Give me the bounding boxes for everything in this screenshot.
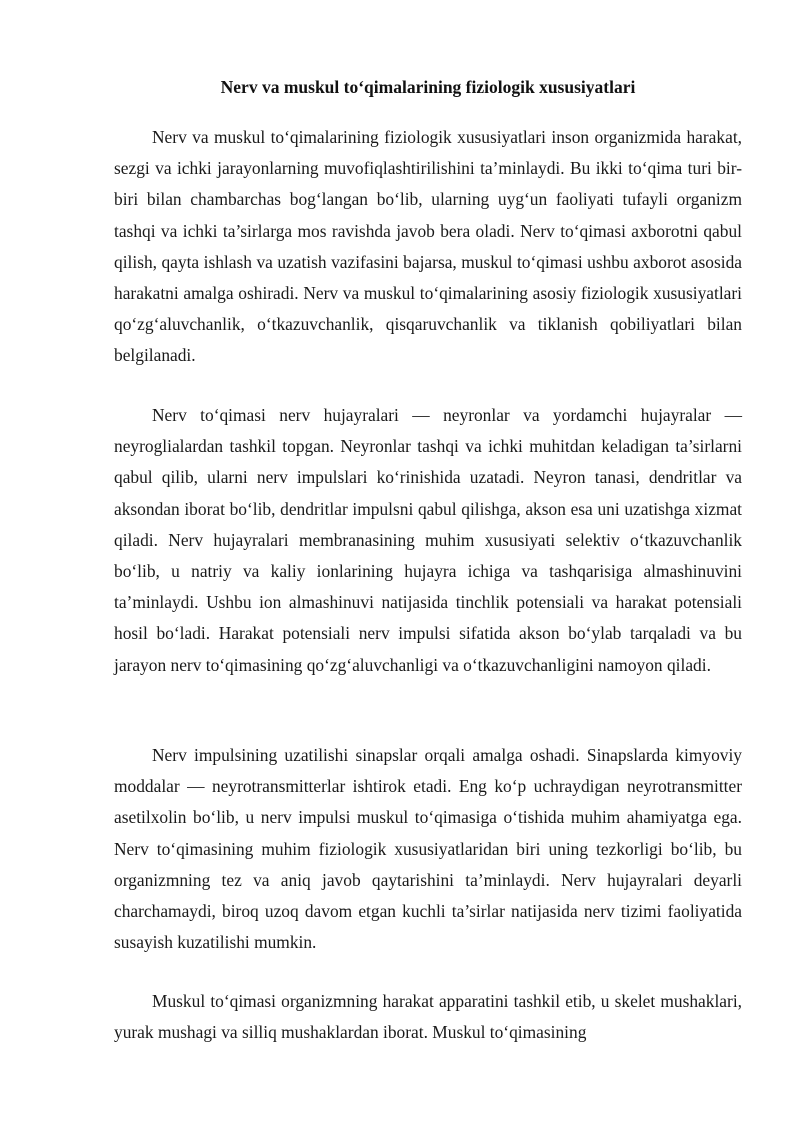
paragraph-4: Muskul to‘qimasi organizmning harakat apparatini tashkil etib, u skelet mushaklari, yurak mushagi va silliq mushaklardan iborat. Muskul to‘qimasining [114, 991, 742, 1043]
paragraph-2: Nerv to‘qimasi nerv hujayralari — neyronlar va yordamchi hujayralar — neyroglialardan tashkil topgan. Neyronlar tashqi va ichki muhitdan keladigan ta’sirlarni qabul qilib, ularni nerv impulslari ko‘rinishida uzatadi. Neyron tanasi, dendritlar va aksondan iborat bo‘lib, dendritlar impulsni qabul qilishga, akson esa uni uzatishga xizmat qiladi. Nerv hujayralari membranasining muhim xususiyati selektiv o‘tkazuvchanlik bo‘lib, u natriy va kaliy ionlarining hujayra ichiga va tashqarisiga almashinuvini ta’minlaydi. Ushbu ion almashinuvi natijasida tinchlik potensiali va harakat potensiali hosil bo‘ladi. Harakat potensiali nerv impulsi sifatida akson bo‘ylab tarqaladi va bu jarayon nerv to‘qimasining qo‘zg‘aluvchanligi va o‘tkazuvchanligini namoyon qiladi. [114, 405, 742, 675]
paragraph-3: Nerv impulsining uzatilishi sinapslar orqali amalga oshadi. Sinapslarda kimyoviy moddalar — neyrotransmitterlar ishtirok etadi. Eng ko‘p uchraydigan neyrotransmitter asetilxolin bo‘lib, u nerv impulsi muskul to‘qimasiga o‘tishida muhim ahamiyatga ega. Nerv to‘qimasining muhim fiziologik xususiyatlaridan biri uning tezkorligi bo‘lib, bu organizmning tez va aniq javob qaytarishini ta’minlaydi. Nerv hujayralari deyarli charchamaydi, biroq uzoq davom etgan kuchli ta’sirlar natijasida nerv tizimi faoliyatida susayish kuzatilishi mumkin. [114, 745, 742, 953]
document-title: Nerv va muskul to‘qimalarining fiziologik xususiyatlari [220, 77, 636, 97]
paragraph-1: Nerv va muskul to‘qimalarining fiziologik xususiyatlari inson organizmida harakat, sezgi va ichki jarayonlarning muvofiqlashtirilishini ta’minlaydi. Bu ikki to‘qima turi bir-biri bilan chambarchas bog‘langan bo‘lib, ularning uyg‘un faoliyati tufayli organizm tashqi va ichki ta’sirlarga mos ravishda javob bera oladi. Nerv to‘qimasi axborotni qabul qilish, qayta ishlash va uzatish vazifasini bajarsa, muskul to‘qimasi ushbu axborot asosida harakatni amalga oshiradi. Nerv va muskul to‘qimalarining asosiy fiziologik xususiyatlari qo‘zg‘aluvchanlik, o‘tkazuvchanlik, qisqaruvchanlik va tiklanish qobiliyatlari bilan belgilanadi. [114, 127, 742, 366]
